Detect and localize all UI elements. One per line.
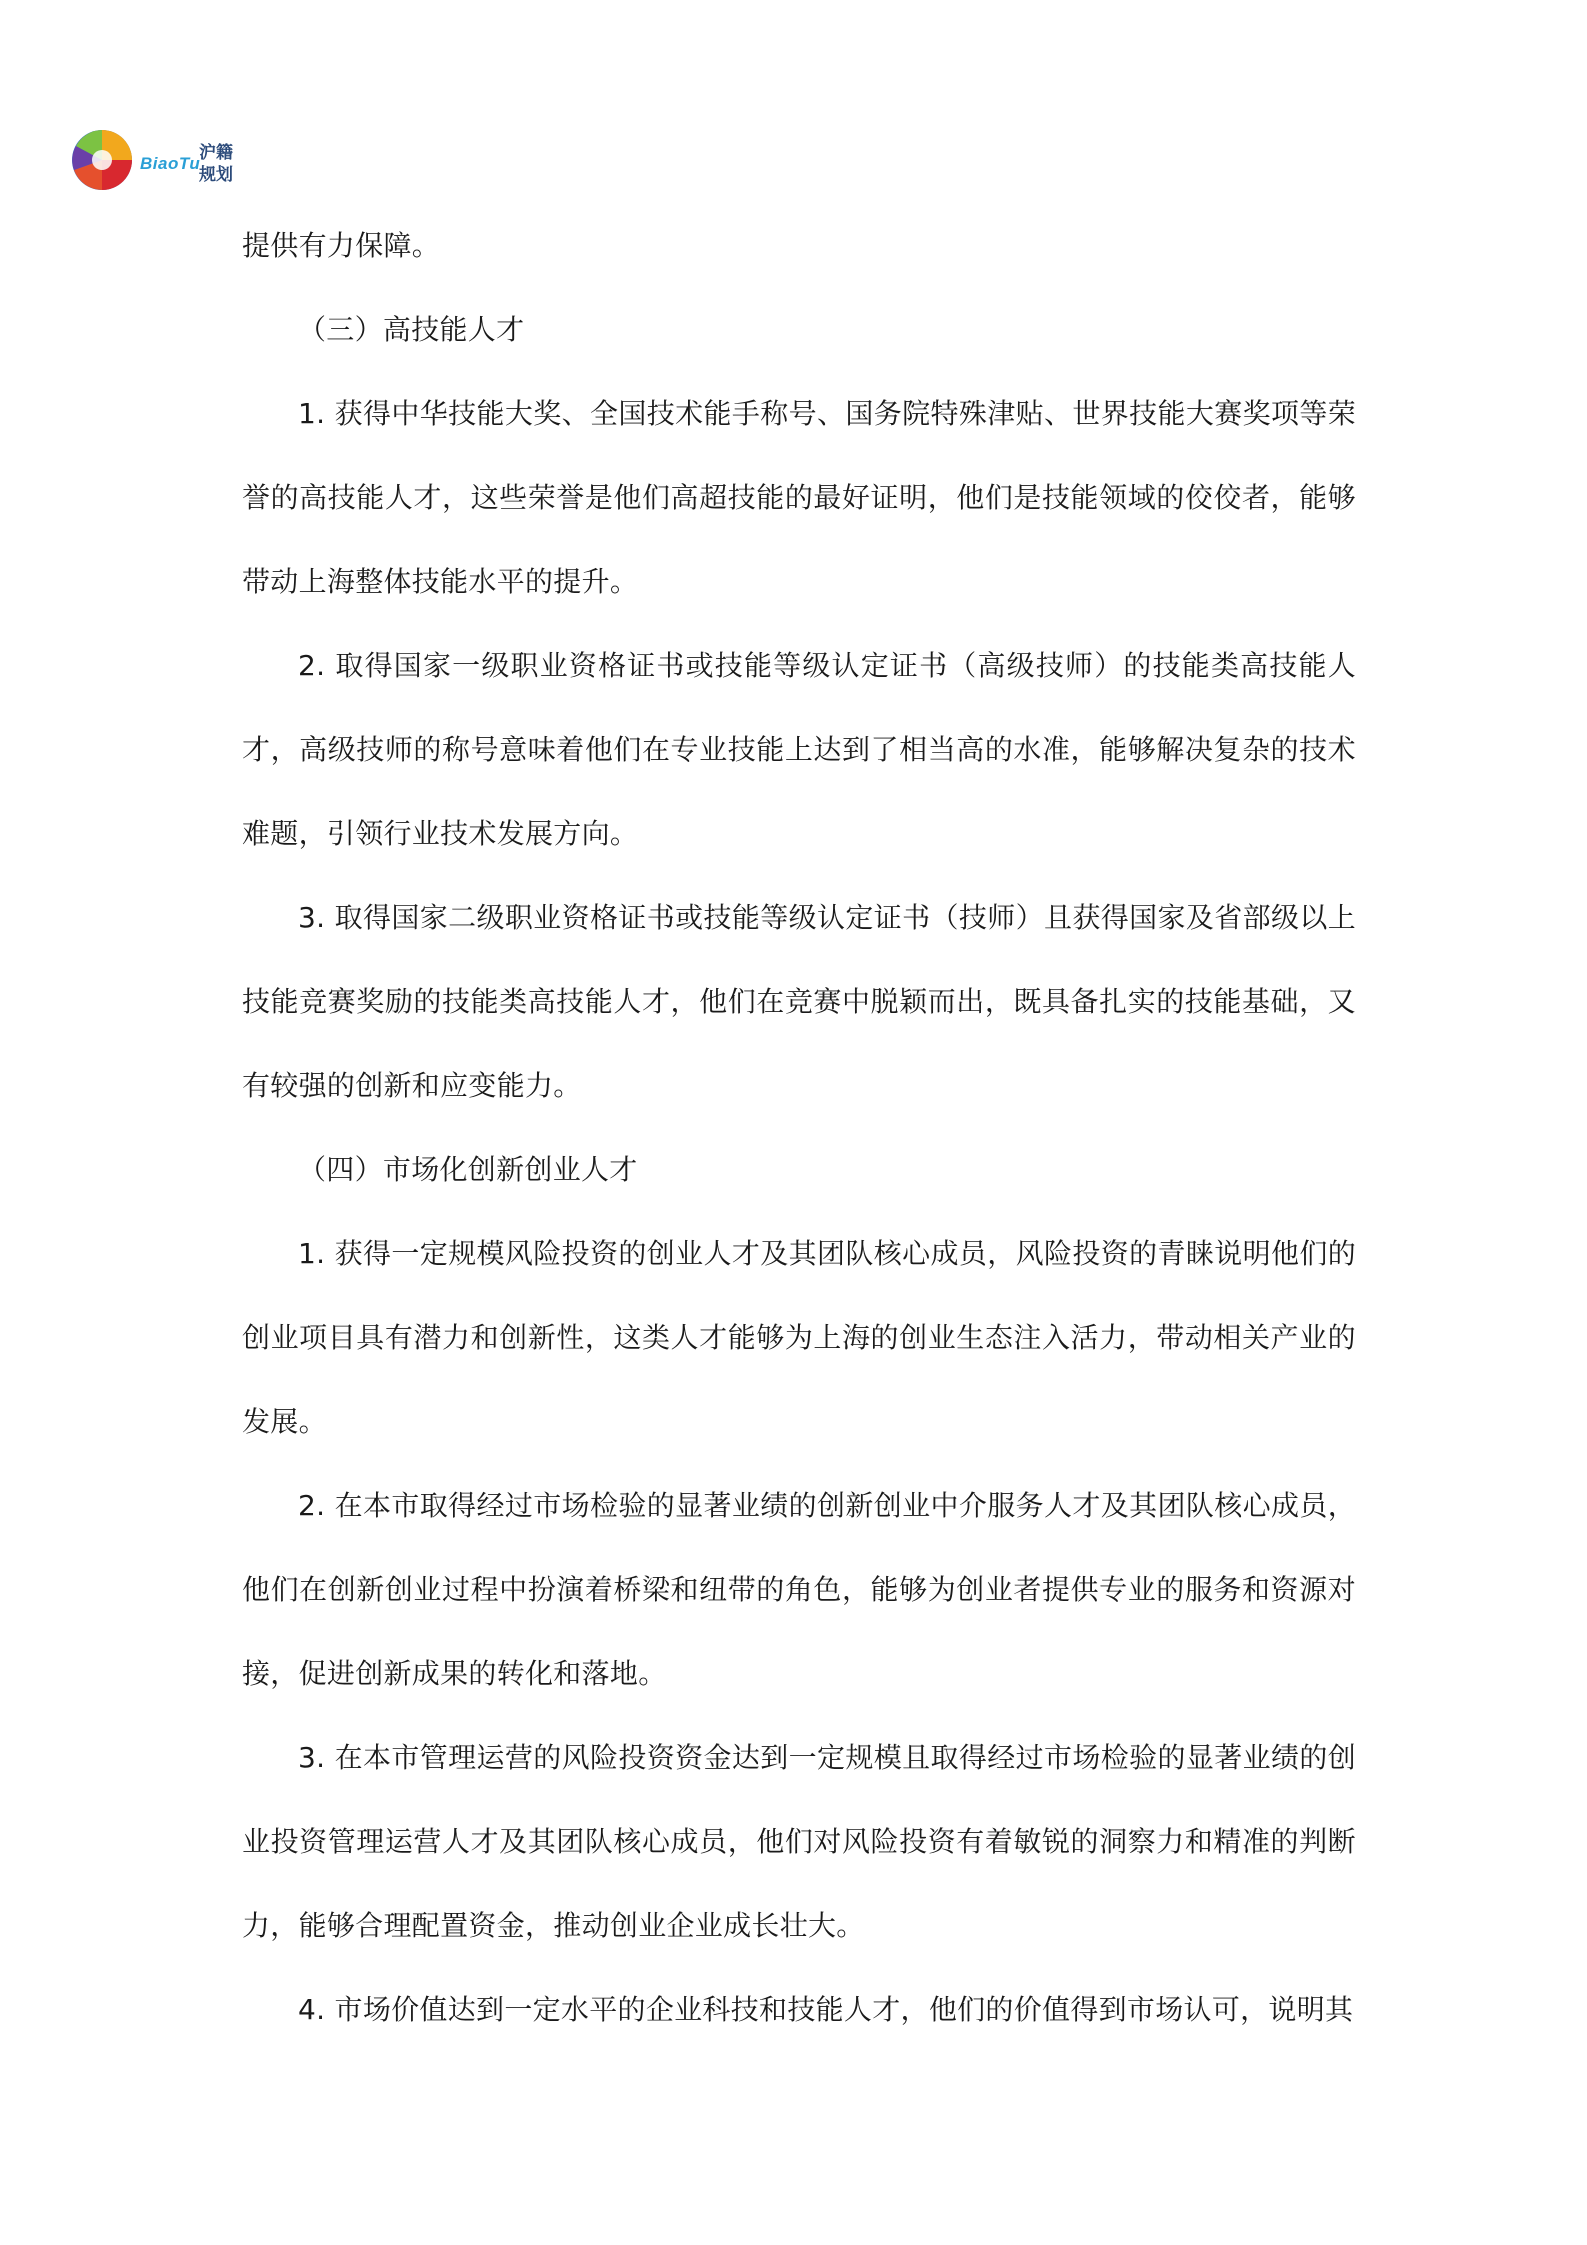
paragraph: 4. 市场价值达到一定水平的企业科技和技能人才，他们的价值得到市场认可，说明其 — [298, 1993, 1354, 2026]
logo-sphere-icon — [66, 124, 138, 196]
paragraph: 2. 在本市取得经过市场检验的显著业绩的创新创业中介服务人才及其团队核心成员，他们在创新创业过程中扮演着桥梁和纽带的角色，能够为创业者提供专业的服务和资源对接，促进创新成果的转化和落地。 — [242, 1489, 1356, 1690]
logo-text-cn-line1: 沪籍 — [199, 143, 233, 163]
section-heading: （三）高技能人才 — [298, 313, 525, 346]
logo-text-cn — [199, 142, 239, 186]
paragraph: 3. 在本市管理运营的风险投资资金达到一定规模且取得经过市场检验的显著业绩的创业投资管理运营人才及其团队核心成员，他们对风险投资有着敏锐的洞察力和精准的判断力，能够合理配置资金，推动创业企业成长壮大。 — [242, 1741, 1356, 1942]
logo-text-en: BiaoTu — [140, 154, 201, 173]
paragraph: 3. 取得国家二级职业资格证书或技能等级认定证书（技师）且获得国家及省部级以上技能竞赛奖励的技能类高技能人才，他们在竞赛中脱颖而出，既具备扎实的技能基础，又有较强的创新和应变能力。 — [242, 901, 1356, 1102]
paragraph: 提供有力保障。 — [242, 229, 441, 262]
paragraph: 1. 获得一定规模风险投资的创业人才及其团队核心成员，风险投资的青睐说明他们的创业项目具有潜力和创新性，这类人才能够为上海的创业生态注入活力，带动相关产业的发展。 — [242, 1237, 1356, 1438]
document-body — [242, 204, 1356, 2052]
logo-text-cn-line2: 规划 — [199, 165, 233, 185]
company-logo — [66, 124, 246, 196]
paragraph: 1. 获得中华技能大奖、全国技术能手称号、国务院特殊津贴、世界技能大赛奖项等荣誉的高技能人才，这些荣誉是他们高超技能的最好证明，他们是技能领域的佼佼者，能够带动上海整体技能水平的提升。 — [242, 397, 1356, 598]
section-heading: （四）市场化创新创业人才 — [298, 1153, 638, 1186]
paragraph: 2. 取得国家一级职业资格证书或技能等级认定证书（高级技师）的技能类高技能人才，高级技师的称号意味着他们在专业技能上达到了相当高的水准，能够解决复杂的技术难题，引领行业技术发展方向。 — [242, 649, 1356, 850]
